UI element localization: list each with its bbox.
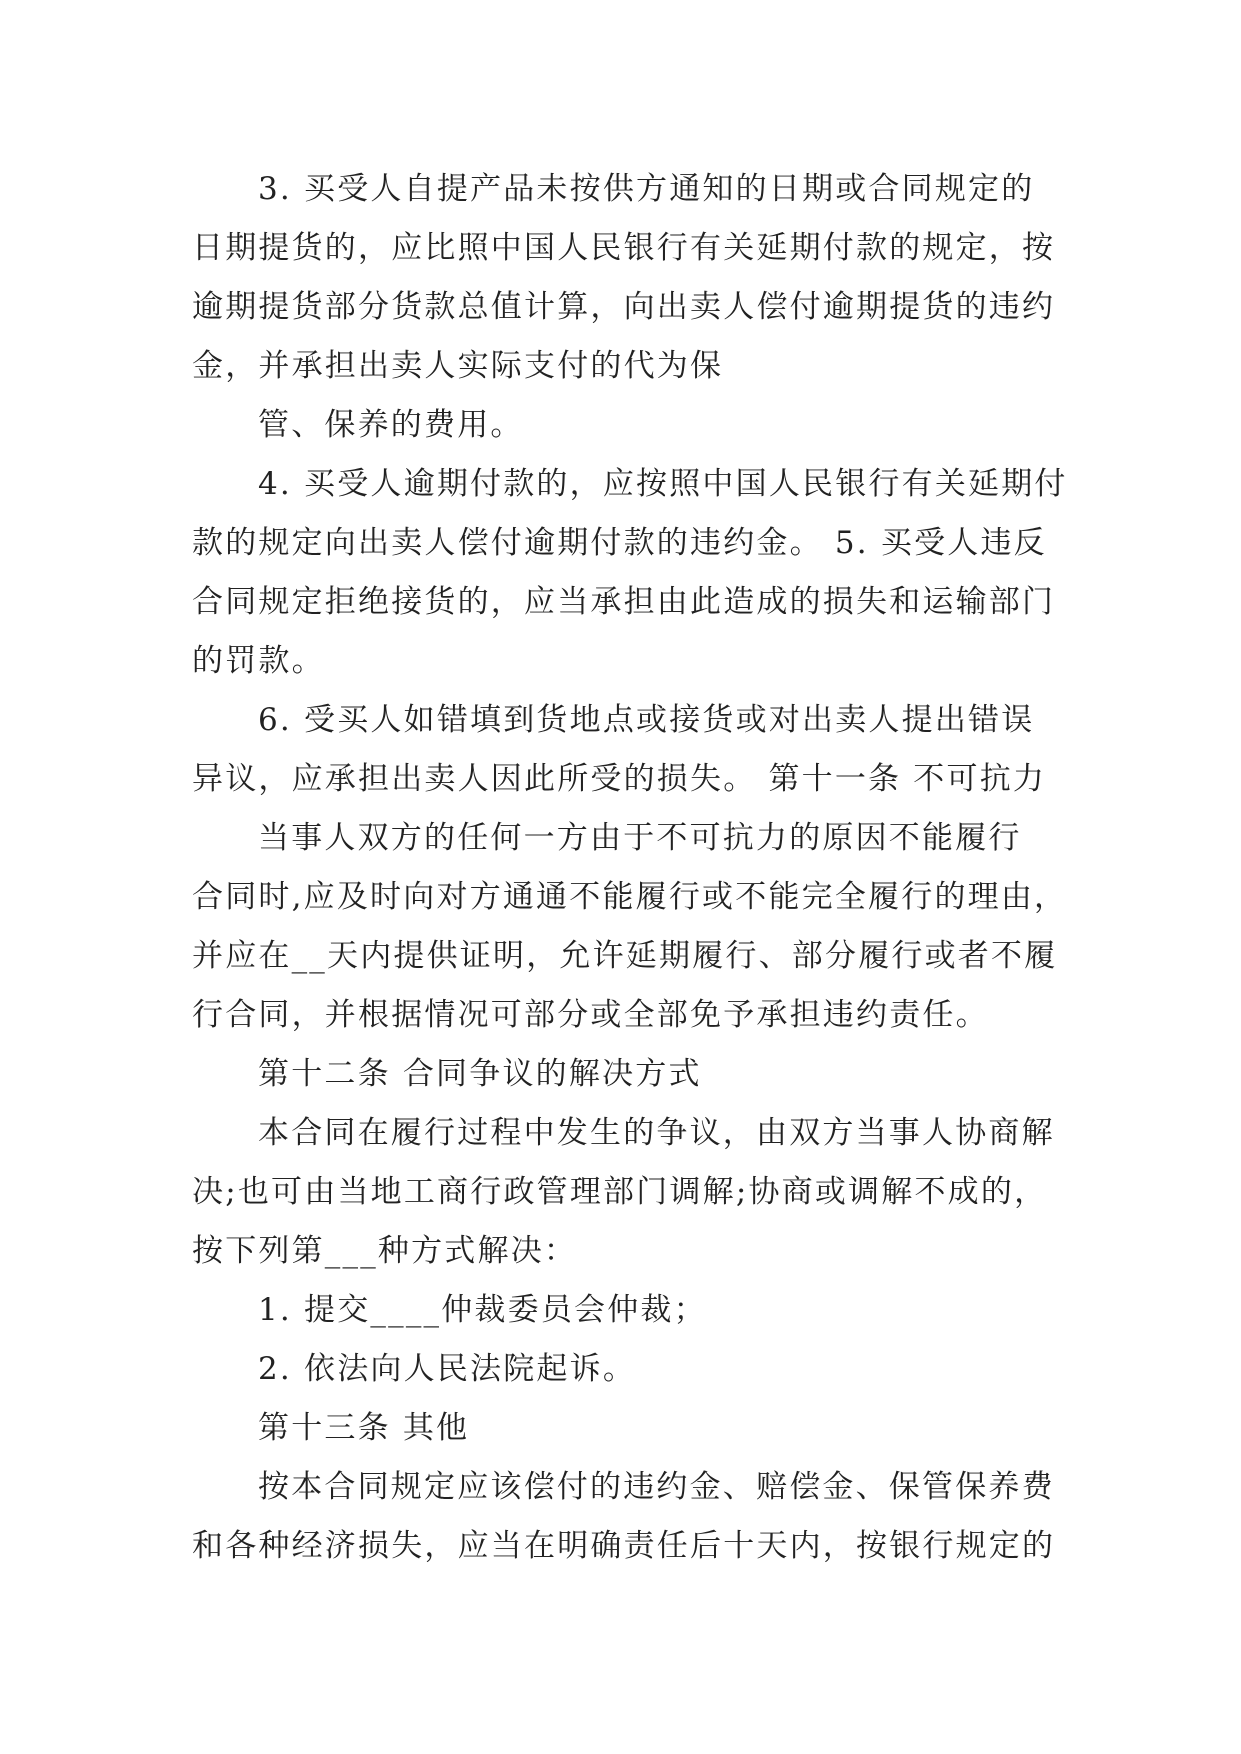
text-line: 款的规定向出卖人偿付逾期付款的违约金。 5. 买受人违反 — [192, 525, 1047, 561]
document-body — [192, 160, 1068, 1576]
text-line: 本合同在履行过程中发生的争议，由双方当事人协商解 — [258, 1115, 1055, 1151]
text-line: 并应在__天内提供证明，允许延期履行、部分履行或者不履 — [192, 938, 1058, 974]
text-line: 和各种经济损失，应当在明确责任后十天内，按银行规定的 — [192, 1528, 1056, 1564]
text-line: 按本合同规定应该偿付的违约金、赔偿金、保管保养费 — [258, 1469, 1055, 1505]
list-item: 1. 提交____仲裁委员会仲裁； — [258, 1292, 707, 1328]
text-line: 的罚款。 — [192, 643, 325, 679]
list-item: 2. 依法向人民法院起诉。 — [258, 1351, 637, 1387]
text-line: 逾期提货部分货款总值计算，向出卖人偿付逾期提货的违约 — [192, 289, 1056, 325]
text-line: 管、保养的费用。 — [258, 407, 524, 443]
text-line: 6. 受买人如错填到货地点或接货或对出卖人提出错误 — [258, 702, 1035, 738]
section-heading: 第十二条 合同争议的解决方式 — [258, 1056, 702, 1092]
text-line: 4. 买受人逾期付款的，应按照中国人民银行有关延期付 — [258, 466, 1068, 502]
text-line: 合同规定拒绝接货的，应当承担由此造成的损失和运输部门 — [192, 584, 1056, 620]
text-line: 按下列第___种方式解决： — [192, 1233, 578, 1269]
text-line: 3. 买受人自提产品未按供方通知的日期或合同规定的 — [258, 171, 1035, 207]
section-heading: 第十三条 其他 — [258, 1410, 470, 1446]
text-line: 金，并承担出卖人实际支付的代为保 — [192, 348, 724, 384]
text-line: 决;也可由当地工商行政管理部门调解;协商或调解不成的， — [192, 1174, 1048, 1210]
text-line: 异议，应承担出卖人因此所受的损失。 第十一条 不可抗力 — [192, 761, 1047, 797]
text-line: 日期提货的，应比照中国人民银行有关延期付款的规定，按 — [192, 230, 1056, 266]
text-line: 合同时,应及时向对方通通不能履行或不能完全履行的理由， — [192, 879, 1068, 915]
text-line: 当事人双方的任何一方由于不可抗力的原因不能履行 — [258, 820, 1022, 856]
text-line: 行合同，并根据情况可部分或全部免予承担违约责任。 — [192, 997, 989, 1033]
